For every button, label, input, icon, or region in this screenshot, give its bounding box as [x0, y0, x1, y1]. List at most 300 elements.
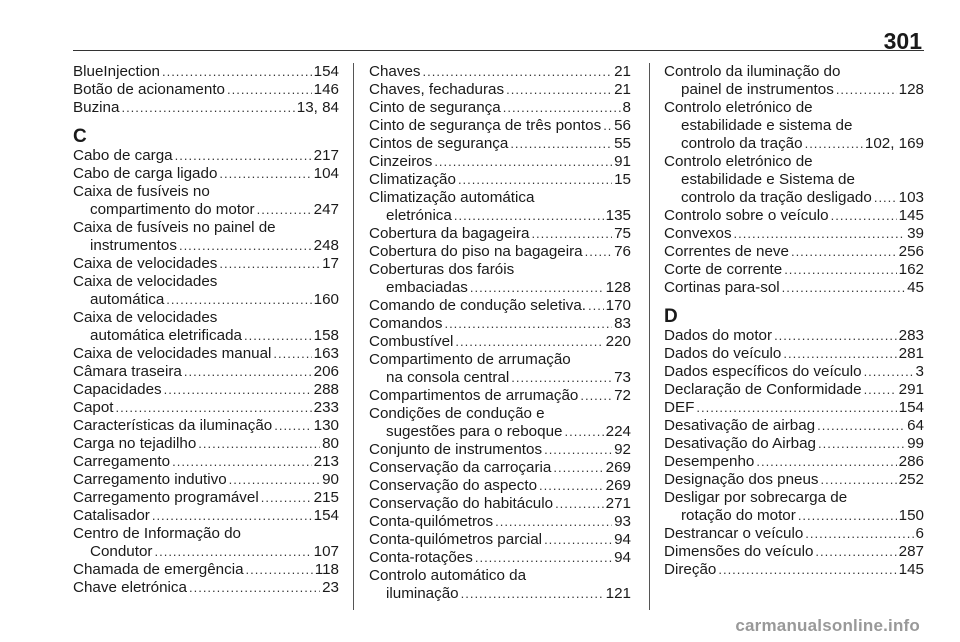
index-entry	[369, 117, 631, 135]
index-entry-page: 94	[614, 549, 631, 566]
dot-leader	[179, 237, 312, 255]
index-entry-line	[664, 243, 924, 261]
index-entry	[73, 561, 339, 579]
index-entry-page: 17	[322, 255, 339, 272]
index-entry-line	[664, 507, 924, 525]
index-entry-line	[664, 525, 924, 543]
dot-leader	[821, 471, 897, 489]
index-entry-line	[369, 99, 631, 117]
index-entry-line	[664, 261, 924, 279]
index-entry-line	[73, 63, 339, 81]
index-entry-term: Condições de condução e	[369, 405, 545, 422]
index-entry	[73, 183, 339, 219]
index-entry-term: Características da iluminação	[73, 417, 273, 434]
index-entry-page: 128	[898, 81, 924, 98]
index-entry	[369, 495, 631, 513]
index-entry-term: Condutor	[90, 543, 153, 560]
index-entry-page: 107	[313, 543, 339, 560]
index-entry-line	[664, 279, 924, 297]
index-entry	[664, 225, 924, 243]
index-entry-term: Controlo automático da	[369, 567, 527, 584]
index-entry	[369, 243, 631, 261]
dot-leader	[495, 513, 612, 531]
index-entry	[73, 435, 339, 453]
dot-leader	[162, 63, 312, 81]
dot-leader	[818, 435, 905, 453]
dot-leader	[257, 201, 312, 219]
dot-leader	[511, 369, 612, 387]
index-entry-line	[369, 549, 631, 567]
index-entry-term: automática eletrificada	[90, 327, 242, 344]
index-entry	[369, 81, 631, 99]
dot-leader	[874, 189, 897, 207]
index-entry-term: Controlo eletrónico de	[664, 153, 813, 170]
index-entry	[369, 261, 631, 297]
index-entry-page: 39	[907, 225, 924, 242]
index-entry	[369, 189, 631, 225]
index-entry-line	[73, 147, 339, 165]
index-entry-line	[369, 585, 631, 603]
index-entry-term: Conta-rotações	[369, 549, 473, 566]
index-entry-line	[73, 201, 339, 219]
index-entry-term: Botão de acionamento	[73, 81, 225, 98]
index-entry-page: 215	[313, 489, 339, 506]
dot-leader	[756, 453, 896, 471]
index-entry-line	[664, 543, 924, 561]
index-entry-line	[369, 135, 631, 153]
index-entry	[73, 453, 339, 471]
index-entry-term: Compartimentos de arrumação	[369, 387, 579, 404]
index-entry-page: 150	[898, 507, 924, 524]
index-entry-term: Desempenho	[664, 453, 755, 470]
index-entry-term: Controlo sobre o veículo	[664, 207, 829, 224]
dot-leader	[454, 207, 604, 225]
index-entry	[73, 381, 339, 399]
index-entry-term: Chaves, fechaduras	[369, 81, 505, 98]
index-entry-term: Carregamento programável	[73, 489, 259, 506]
index-entry-term: Controlo da iluminação do	[664, 63, 841, 80]
index-entry-line	[664, 225, 924, 243]
index-entry-page: 269	[605, 459, 631, 476]
index-entry	[369, 171, 631, 189]
dot-leader	[121, 99, 294, 117]
dot-leader	[864, 381, 897, 399]
index-entry-term: Desativação do Airbag	[664, 435, 816, 452]
index-entry-line	[73, 291, 339, 309]
index-entry	[664, 99, 924, 153]
index-entry-line	[73, 489, 339, 507]
dot-leader	[506, 81, 612, 99]
index-entry	[73, 399, 339, 417]
index-entry-line	[369, 207, 631, 225]
index-entry	[664, 525, 924, 543]
index-section-letter: C	[73, 126, 87, 147]
index-entry	[369, 153, 631, 171]
index-entry-term: Controlo eletrónico de	[664, 99, 813, 116]
index-entry	[73, 99, 339, 117]
index-entry-term: Designação dos pneus	[664, 471, 819, 488]
dot-leader	[718, 561, 896, 579]
dot-leader	[817, 417, 905, 435]
index-entry-line	[664, 399, 924, 417]
index-entry-term: Caixa de velocidades	[73, 273, 218, 290]
dot-leader	[116, 399, 312, 417]
index-entry-line	[73, 453, 339, 471]
dot-leader	[458, 171, 612, 189]
index-entry-page: 162	[898, 261, 924, 278]
dot-leader	[475, 549, 612, 567]
page-number: 301	[883, 28, 922, 54]
index-entry-page: 21	[614, 81, 631, 98]
index-entry	[664, 561, 924, 579]
index-entry-term: Conjunto de instrumentos	[369, 441, 543, 458]
dot-leader	[274, 417, 311, 435]
index-column-2	[369, 63, 631, 603]
dot-leader	[836, 81, 897, 99]
index-entry	[73, 471, 339, 489]
dot-leader	[864, 363, 914, 381]
column-divider-2	[649, 63, 650, 610]
dot-leader	[184, 363, 312, 381]
index-entry-page: 160	[313, 291, 339, 308]
dot-leader	[273, 345, 311, 363]
index-entry-page: 56	[614, 117, 631, 134]
dot-leader	[152, 507, 312, 525]
index-entry-line	[73, 99, 339, 117]
index-entry-page: 55	[614, 135, 631, 152]
index-entry	[369, 333, 631, 351]
index-column-1	[73, 63, 339, 597]
index-entry-line	[369, 315, 631, 333]
index-entry	[369, 315, 631, 333]
index-entry-term: Caixa de velocidades	[73, 255, 218, 272]
index-entry-term: controlo da tração	[681, 135, 803, 152]
dot-leader	[470, 279, 604, 297]
index-entry	[369, 531, 631, 549]
index-entry-page: 64	[907, 417, 924, 434]
dot-leader	[791, 243, 897, 261]
index-entry-term: Comando de condução seletiva.	[369, 297, 586, 314]
index-entry-page: 90	[322, 471, 339, 488]
dot-leader	[544, 531, 612, 549]
dot-leader	[805, 135, 863, 153]
index-entry-page: 80	[322, 435, 339, 452]
index-entry	[369, 459, 631, 477]
index-section-letter: D	[664, 306, 678, 327]
index-entry-page: 73	[614, 369, 631, 386]
index-entry	[664, 363, 924, 381]
index-entry-line	[369, 153, 631, 171]
index-entry-page: 283	[898, 327, 924, 344]
index-entry-term: iluminação	[386, 585, 459, 602]
index-entry-term: painel de instrumentos	[681, 81, 834, 98]
index-entry-line	[369, 423, 631, 441]
index-entry-term: Conta-quilómetros parcial	[369, 531, 543, 548]
index-entry-term: Carregamento indutivo	[73, 471, 227, 488]
index-entry-page: 23	[322, 579, 339, 596]
index-entry-term: Carga no tejadilho	[73, 435, 197, 452]
index-entry-term: instrumentos	[90, 237, 177, 254]
index-entry-page: 146	[313, 81, 339, 98]
index-entry-term: Cobertura da bagageira	[369, 225, 530, 242]
index-entry-page: 118	[314, 561, 339, 578]
index-entry-term: compartimento do motor	[90, 201, 255, 218]
index-entry-term: Cinto de segurança de três pontos	[369, 117, 602, 134]
dot-leader	[564, 423, 603, 441]
index-entry-line	[73, 399, 339, 417]
index-entry-line	[664, 381, 924, 399]
index-entry-line	[73, 561, 339, 579]
index-entry-term: Carregamento	[73, 453, 171, 470]
index-entry-term: Cabo de carga ligado	[73, 165, 218, 182]
index-entry-line	[369, 477, 631, 495]
index-entry-page: 158	[313, 327, 339, 344]
index-entry	[664, 243, 924, 261]
index-entry	[73, 255, 339, 273]
index-entry-page: 104	[313, 165, 339, 182]
dot-leader	[539, 477, 604, 495]
index-entry-page: 135	[605, 207, 631, 224]
dot-leader	[555, 495, 604, 513]
index-entry-page: 102, 169	[864, 135, 924, 152]
index-entry-page: 145	[898, 561, 924, 578]
index-entry	[369, 99, 631, 117]
index-entry	[369, 297, 631, 315]
index-entry	[73, 165, 339, 183]
index-entry-page: 15	[614, 171, 631, 188]
index-entry-line	[369, 495, 631, 513]
index-entry-page: 103	[898, 189, 924, 206]
header-rule	[73, 50, 924, 51]
index-entry-line	[369, 171, 631, 189]
index-entry-page: 154	[313, 63, 339, 80]
index-entry	[73, 489, 339, 507]
index-entry-line	[369, 513, 631, 531]
index-entry-page: 91	[614, 153, 631, 170]
index-entry-term: Caixa de velocidades	[73, 309, 218, 326]
index-entry-term: Dados do veículo	[664, 345, 782, 362]
dot-leader	[798, 507, 897, 525]
index-entry-page: 154	[313, 507, 339, 524]
index-entry-line	[664, 561, 924, 579]
index-entry-term: embaciadas	[386, 279, 468, 296]
index-entry-term: Dados do motor	[664, 327, 773, 344]
dot-leader	[531, 225, 612, 243]
index-entry-line	[369, 297, 631, 315]
dot-leader	[261, 489, 312, 507]
dot-leader	[588, 297, 604, 315]
index-entry-page: 83	[614, 315, 631, 332]
index-entry-page: 93	[614, 513, 631, 530]
index-entry-term: Chave eletrónica	[73, 579, 187, 596]
index-entry-term: Chamada de emergência	[73, 561, 244, 578]
dot-leader	[784, 261, 896, 279]
index-entry-page: 271	[605, 495, 631, 512]
index-entry-term: Cabo de carga	[73, 147, 173, 164]
index-entry-term: Caixa de fusíveis no	[73, 183, 210, 200]
index-entry-line	[369, 369, 631, 387]
index-entry-line	[369, 333, 631, 351]
index-entry-term: Caixa de fusíveis no painel de	[73, 219, 276, 236]
index-entry	[664, 345, 924, 363]
index-entry-page: 248	[313, 237, 339, 254]
index-entry-term: Desativação de airbag	[664, 417, 816, 434]
index-entry-term: Dados específicos do veículo	[664, 363, 862, 380]
index-entry	[369, 135, 631, 153]
index-entry-line	[73, 381, 339, 399]
index-entry	[369, 405, 631, 441]
index-entry-line	[73, 255, 339, 273]
index-entry-page: 224	[605, 423, 631, 440]
index-entry	[369, 441, 631, 459]
dot-leader	[544, 441, 612, 459]
index-entry-term: Climatização	[369, 171, 456, 188]
index-entry-term: controlo da tração desligado	[681, 189, 872, 206]
index-entry-line	[369, 441, 631, 459]
index-entry-page: 291	[898, 381, 924, 398]
index-entry-term: Cinto de segurança	[369, 99, 501, 116]
index-entry-term: Combustível	[369, 333, 454, 350]
index-entry	[73, 63, 339, 81]
index-entry	[664, 435, 924, 453]
index-entry	[664, 153, 924, 207]
dot-leader	[219, 165, 311, 183]
index-entry-term: rotação do motor	[681, 507, 796, 524]
index-entry-term: Capacidades	[73, 381, 162, 398]
index-entry-line	[73, 363, 339, 381]
index-entry	[73, 363, 339, 381]
dot-leader	[580, 387, 612, 405]
index-entry	[369, 63, 631, 81]
column-divider-1	[353, 63, 354, 610]
dot-leader	[154, 543, 311, 561]
index-entry-page: 72	[614, 387, 631, 404]
index-entry-line	[664, 327, 924, 345]
index-entry-page: 76	[614, 243, 631, 260]
index-entry-page: 233	[313, 399, 339, 416]
index-entry-line	[369, 117, 631, 135]
index-entry	[664, 381, 924, 399]
index-entry	[73, 219, 339, 255]
dot-leader	[503, 99, 621, 117]
index-entry	[73, 507, 339, 525]
index-entry-page: 281	[898, 345, 924, 362]
index-entry-line	[73, 579, 339, 597]
dot-leader	[831, 207, 897, 225]
dot-leader	[461, 585, 604, 603]
dot-leader	[510, 135, 612, 153]
index-entry	[73, 273, 339, 309]
index-entry-line	[369, 459, 631, 477]
index-entry	[664, 399, 924, 417]
dot-leader	[219, 255, 320, 273]
index-entry	[664, 471, 924, 489]
index-entry-line	[73, 507, 339, 525]
index-entry-term: Centro de Informação do	[73, 525, 242, 542]
index-entry-page: 21	[614, 63, 631, 80]
dot-leader	[229, 471, 320, 489]
index-entry-line	[73, 165, 339, 183]
index-entry-page: 288	[313, 381, 339, 398]
index-entry-line	[369, 243, 631, 261]
index-entry-line	[369, 279, 631, 297]
dot-leader	[783, 345, 896, 363]
index-entry	[369, 549, 631, 567]
dot-leader	[696, 399, 896, 417]
index-entry-line	[73, 543, 339, 561]
index-entry-term: Convexos	[664, 225, 732, 242]
dot-leader	[172, 453, 312, 471]
index-entry-page: 121	[605, 585, 631, 602]
index-entry-line	[73, 81, 339, 99]
index-entry	[73, 309, 339, 345]
dot-leader	[815, 543, 896, 561]
dot-leader	[553, 459, 603, 477]
index-entry-page: 252	[898, 471, 924, 488]
index-entry	[73, 147, 339, 165]
index-entry-term: Destrancar o veículo	[664, 525, 804, 542]
index-entry-term: Desligar por sobrecarga de	[664, 489, 848, 506]
index-entry-line	[664, 189, 924, 207]
index-entry	[73, 417, 339, 435]
index-entry-page: 3	[915, 363, 924, 380]
index-entry-line	[73, 471, 339, 489]
dot-leader	[782, 279, 905, 297]
index-entry-line	[664, 417, 924, 435]
index-entry	[73, 345, 339, 363]
index-entry	[73, 81, 339, 99]
index-entry-line	[664, 81, 924, 99]
index-entry	[369, 567, 631, 603]
index-entry-page: 206	[313, 363, 339, 380]
index-entry-page: 286	[898, 453, 924, 470]
index-entry	[664, 417, 924, 435]
index-entry-term: Cortinas para-sol	[664, 279, 780, 296]
dot-leader	[246, 561, 313, 579]
index-entry-page: 92	[614, 441, 631, 458]
index-entry-line	[369, 225, 631, 243]
index-entry-line	[73, 435, 339, 453]
index-entry-line	[73, 327, 339, 345]
dot-leader	[444, 315, 612, 333]
index-entry-line	[664, 453, 924, 471]
dot-leader	[189, 579, 320, 597]
dot-leader	[166, 291, 311, 309]
index-entry-page: 75	[614, 225, 631, 242]
index-entry-term: Direção	[664, 561, 717, 578]
index-entry-term: Câmara traseira	[73, 363, 182, 380]
dot-leader	[175, 147, 312, 165]
dot-leader	[805, 525, 913, 543]
index-entry	[369, 225, 631, 243]
index-entry-term: Conservação do habitáculo	[369, 495, 554, 512]
dot-leader	[227, 81, 312, 99]
index-entry-page: 130	[313, 417, 339, 434]
dot-leader	[585, 243, 612, 261]
index-entry-line	[664, 435, 924, 453]
index-entry-term: DEF	[664, 399, 695, 416]
index-entry-page: 8	[622, 99, 631, 116]
index-entry-term: estabilidade e Sistema de	[681, 171, 855, 188]
index-entry-line	[73, 417, 339, 435]
index-entry-line	[73, 345, 339, 363]
index-entry-term: Conservação da carroçaria	[369, 459, 552, 476]
dot-leader	[603, 117, 612, 135]
index-entry-line	[664, 135, 924, 153]
index-entry-page: 163	[313, 345, 339, 362]
index-entry	[369, 351, 631, 387]
index-entry	[664, 279, 924, 297]
